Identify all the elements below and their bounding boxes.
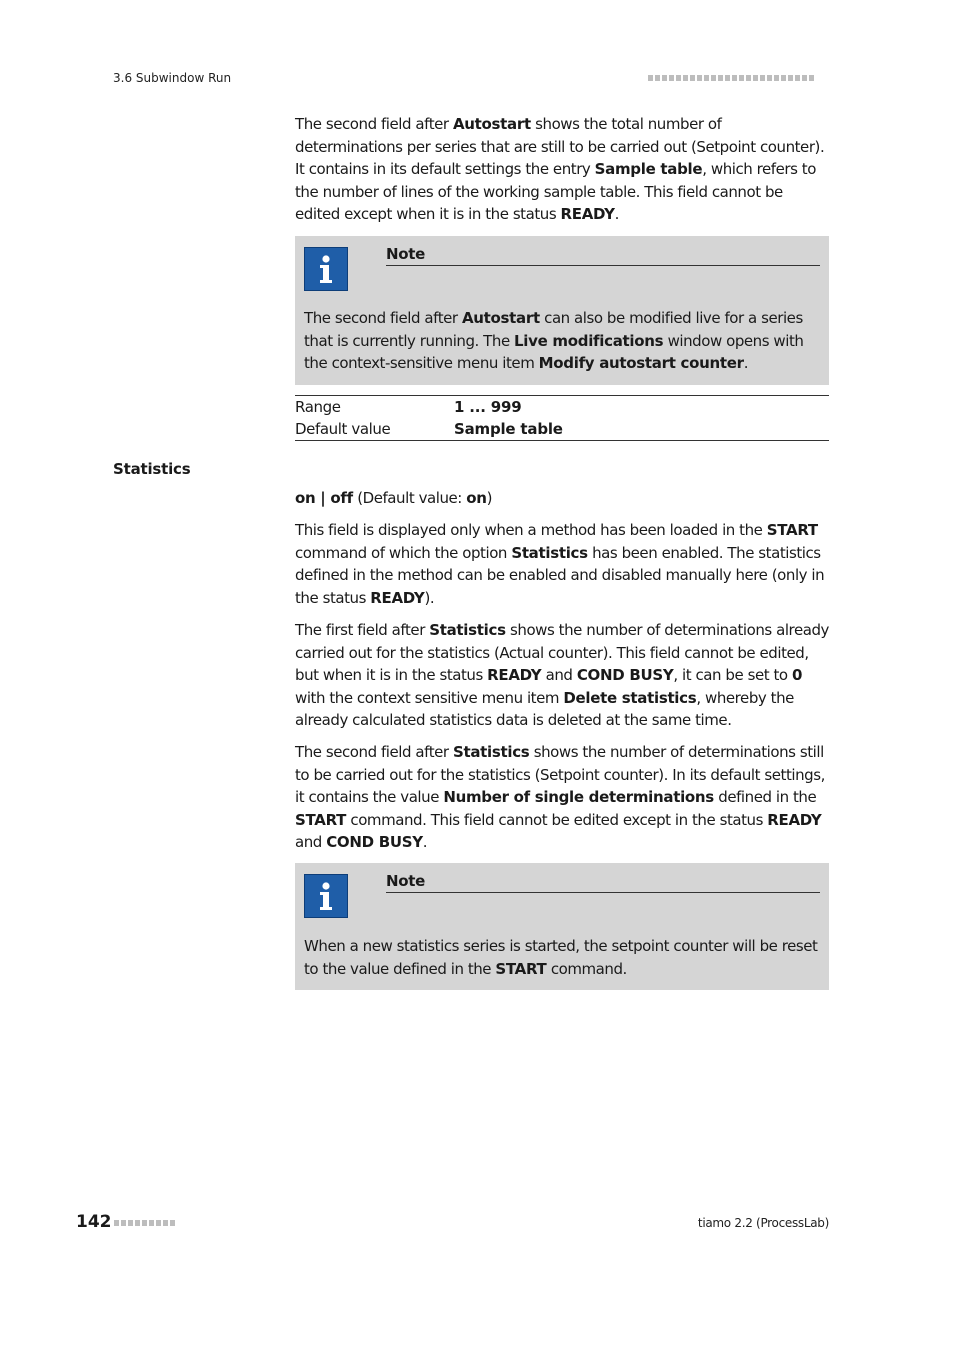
range-label: Range (295, 398, 341, 416)
header-decorative-dots (648, 75, 814, 81)
range-value: 1 ... 999 (454, 398, 522, 416)
autostart-setpoint-paragraph: The second field after Autostart shows the total number of determinations per series that are still to be carried out (Setpoint counter). It contains in its default settings the entry Sample table, which refers to the number of lines of the working sample table. This field cannot be edited except when it is in the status READY. (295, 115, 825, 224)
statistics-heading: Statistics (113, 460, 191, 478)
note-title: Note (386, 245, 820, 266)
note-text: The second field after Autostart can also be modified live for a series that is currently running. The Live modifications window opens with the context-sensitive menu item Modify autostart counter. (304, 309, 804, 373)
statistics-paragraph-1: This field is displayed only when a method has been loaded in the START command of which the option Statistics has been enabled. The statistics defined in the method can be enabled and disabled manually here (only in the status READY). (295, 521, 825, 607)
range-row (295, 396, 829, 418)
info-icon (304, 247, 348, 291)
note-text: When a new statistics series is started, the setpoint counter will be reset to the value defined in the START command. (304, 937, 818, 978)
statistics-paragraph-2: The first field after Statistics shows the number of determinations already carried out for the statistics (Actual counter). This field cannot be edited, but when it is in the status READY and COND BUSY, it can be set to 0 with the context sensitive menu item Delete statistics, whereby the already calculated statistics data is deleted at the same time. (295, 621, 829, 730)
parameter-table (295, 395, 829, 441)
note-box-autostart (295, 236, 829, 385)
footer-decorative-dots (114, 1220, 175, 1226)
statistics-paragraph-3: The second field after Statistics shows the number of determinations still to be carried out for the statistics (Setpoint counter). In its default settings, it contains the value Number of single determinations defined in the START command. This field cannot be edited except in the status READY and COND BUSY. (295, 743, 825, 852)
default-value-row (295, 418, 829, 440)
product-name: tiamo 2.2 (ProcessLab) (697, 1216, 829, 1230)
info-icon (304, 874, 348, 918)
page-number: 142 (76, 1212, 112, 1232)
default-value-value: Sample table (454, 420, 563, 438)
default-value-label: Default value (295, 420, 391, 438)
note-box-statistics (295, 863, 829, 990)
running-header-section: 3.6 Subwindow Run (113, 71, 232, 85)
note-title: Note (386, 872, 820, 893)
statistics-onoff-line: on | off (Default value: on) (295, 489, 493, 507)
